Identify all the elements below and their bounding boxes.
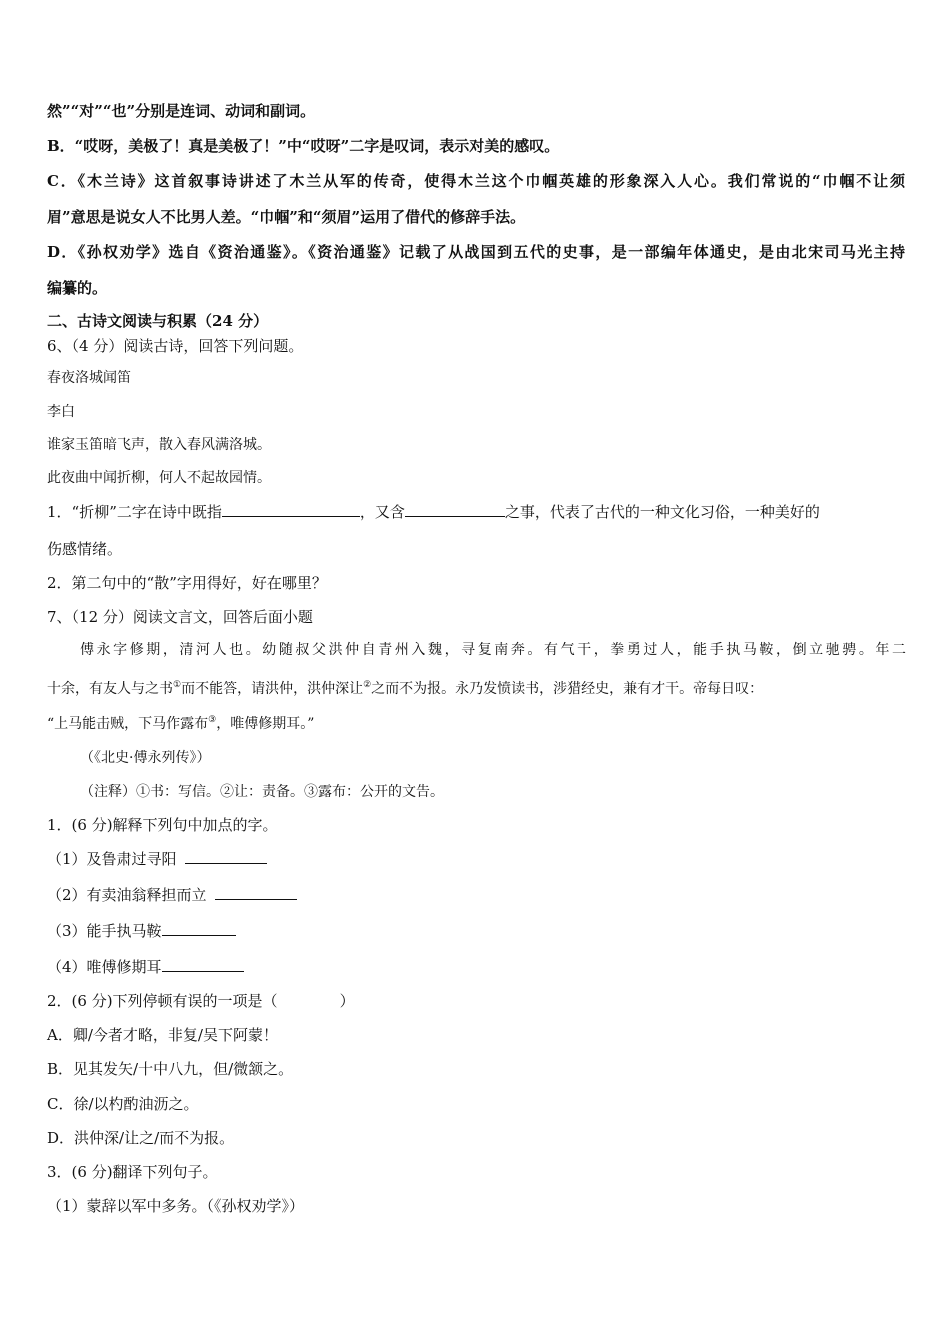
- passage-notes: （注释）①书：写信。②让：责备。③露布：公开的文告。: [80, 784, 444, 800]
- section-heading: 二、古诗文阅读与积累（24 分）: [47, 312, 269, 330]
- q5-option-b: B．“哎呀，美极了！真是美极了！”中“哎呀”二字是叹词，表示对美的感叹。: [47, 137, 560, 155]
- note-marker-1: ①: [173, 680, 182, 690]
- q7-sub1-item-4-text: （4）唯傅修期耳: [47, 958, 162, 976]
- q7-sub2-option-b: B．见其发矢/十中八九，但/微颔之。: [47, 1060, 294, 1078]
- q6-sub1-text-c: 之事，代表了古代的一种文化习俗，一种美好的: [504, 503, 820, 521]
- q7-sub1-item-1: [47, 849, 267, 869]
- q7-sub1-blank-1[interactable]: [185, 849, 267, 864]
- q7-sub1-title: 1．(6 分)解释下列句中加点的字。: [47, 816, 278, 834]
- poem-line-1: 谁家玉笛暗飞声，散入春风满洛城。: [47, 437, 271, 453]
- q7-sub2-option-d: D．洪仲深/让之/而不为报。: [47, 1129, 235, 1147]
- q7-title: 7、（12 分）阅读文言文，回答后面小题: [47, 608, 313, 626]
- q7-sub2-option-a: A．卿/今者才略，非复/吴下阿蒙！: [47, 1026, 278, 1044]
- poem-line-2: 此夜曲中闻折柳，何人不起故园情。: [47, 470, 271, 486]
- passage-3b: ，唯傅修期耳。”: [216, 716, 315, 732]
- passage-2b: 而不能答，请洪仲，洪仲深让: [181, 681, 364, 697]
- q7-sub3-item-1: （1）蒙辞以军中多务。（《孙权劝学》）: [47, 1197, 305, 1215]
- passage-line-1: 傅永字修期，清河人也。幼随叔父洪仲自青州入魏，寻复南奔。有气干，拳勇过人，能手执马鞍，倒立驰骋。年二: [80, 642, 906, 658]
- passage-source: （《北史·傅永列传》）: [80, 750, 211, 766]
- passage-3a: “上马能击贼，下马作露布: [47, 716, 209, 732]
- note-marker-3: ③: [208, 715, 217, 725]
- poem-title: 春夜洛城闻笛: [47, 370, 131, 386]
- q7-sub1-blank-4[interactable]: [162, 957, 244, 972]
- note-marker-2: ②: [363, 680, 372, 690]
- q6-sub2: 2．第二句中的“散”字用得好，好在哪里？: [47, 574, 327, 592]
- q6-sub1-line1: [47, 502, 820, 522]
- q5-option-c-line2: 眉”意思是说女人不比男人差。“巾帼”和“须眉”运用了借代的修辞手法。: [47, 208, 526, 226]
- q7-sub2-close: ）: [339, 992, 355, 1010]
- poem-author: 李白: [47, 404, 75, 420]
- q6-sub1-text-a: 1．“折柳”二字在诗中既指: [47, 503, 222, 521]
- q5-option-d-line1: D．《孙权劝学》选自《资治通鉴》。《资治通鉴》记载了从战国到五代的史事，是一部编年体通史，是由北宋司马光主持: [47, 243, 905, 261]
- q6-sub1-line2: 伤感情绪。: [47, 540, 123, 558]
- q5-option-c-line1: C．《木兰诗》这首叙事诗讲述了木兰从军的传奇，使得木兰这个巾帼英雄的形象深入人心。我们常说的“巾帼不让须: [47, 172, 905, 190]
- q7-sub1-item-3: [47, 921, 236, 941]
- q7-sub1-item-2: [47, 885, 297, 905]
- q6-sub1-blank-2[interactable]: [405, 502, 505, 517]
- passage-line-2: [47, 679, 763, 699]
- q7-sub2-option-c: C．徐/以杓酌油沥之。: [47, 1095, 199, 1113]
- q7-sub1-item-1-text: （1）及鲁肃过寻阳: [47, 850, 177, 868]
- q6-sub1-blank-1[interactable]: [222, 502, 360, 517]
- passage-line-3: [47, 714, 314, 734]
- passage-2c: 之而不为报。永乃发愤读书，涉猎经史，兼有才干。帝每日叹：: [371, 681, 764, 697]
- q6-sub1-text-b: ，又含: [359, 503, 405, 521]
- q7-sub1-item-2-text: （2）有卖油翁释担而立: [47, 886, 207, 904]
- q7-sub1-item-3-text: （3）能手执马鞍: [47, 922, 162, 940]
- q7-sub1-blank-2[interactable]: [215, 885, 297, 900]
- q7-sub2-title-text: 2．(6 分)下列停顿有误的一项是（: [47, 992, 278, 1010]
- q7-sub2-title: [47, 991, 355, 1011]
- q5-option-a-tail: 然”“对”“也”分别是连词、动词和副词。: [47, 102, 316, 120]
- q7-sub1-item-4: [47, 957, 244, 977]
- q7-sub3-title: 3．(6 分)翻译下列句子。: [47, 1163, 218, 1181]
- q7-sub1-blank-3[interactable]: [162, 921, 236, 936]
- passage-2a: 十余，有友人与之书: [47, 681, 173, 697]
- q6-title: 6、（4 分）阅读古诗，回答下列问题。: [47, 337, 304, 355]
- q5-option-d-line2: 编纂的。: [47, 279, 108, 297]
